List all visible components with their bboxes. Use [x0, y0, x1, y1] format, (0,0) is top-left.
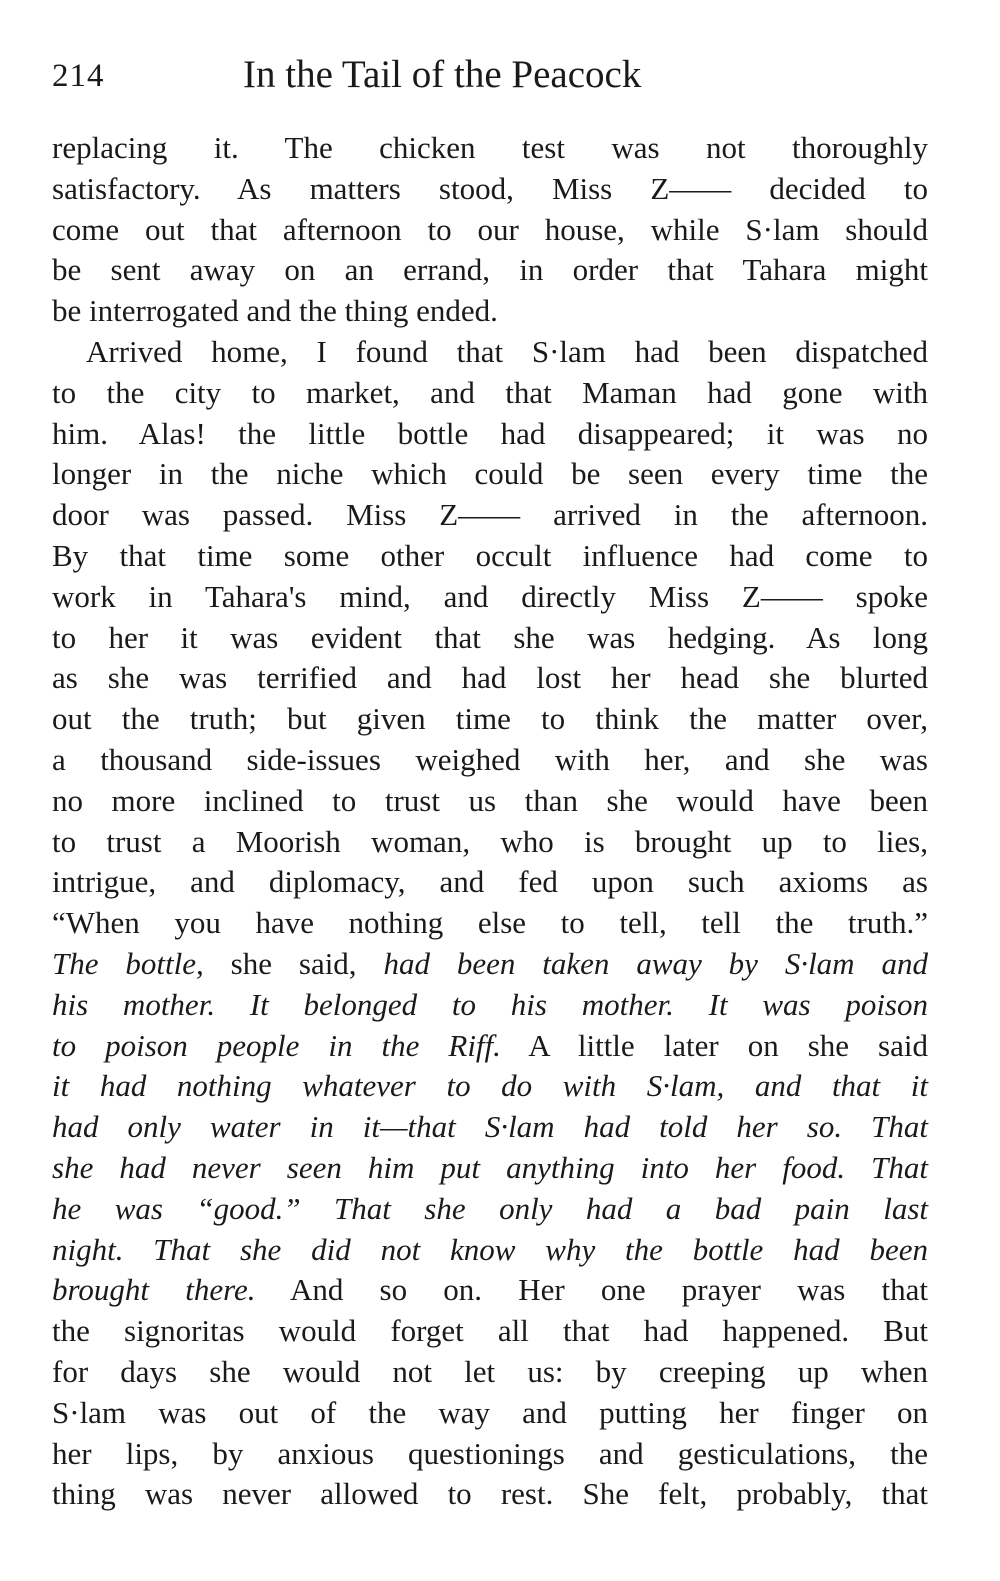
text-segment: to trust a Moorish woman, who is brought up to lies, [52, 823, 928, 859]
italic-segment: had been taken away by S·lam and [383, 945, 928, 981]
text-line [52, 1474, 928, 1515]
text-line [52, 373, 928, 414]
text-line [52, 1107, 928, 1148]
text-line [52, 454, 928, 495]
italic-segment: he was “good.” That she only had a bad pain last [52, 1190, 928, 1226]
text-line [52, 250, 928, 291]
text-segment: as she was terrified and had lost her head she blurted [52, 660, 928, 696]
text-line [52, 1352, 928, 1393]
text-line [52, 985, 928, 1026]
text-segment: longer in the niche which could be seen every time the [52, 456, 928, 492]
text-line [52, 1230, 928, 1271]
text-segment: to the city to market, and that Maman had gone with [52, 374, 928, 410]
text-line [52, 822, 928, 863]
text-line [52, 169, 928, 210]
text-segment: for days she would not let us: by creeping up when [52, 1353, 928, 1389]
text-segment: “When you have nothing else to tell, tell the truth.” [52, 905, 928, 941]
text-line [52, 210, 928, 251]
text-line [52, 1393, 928, 1434]
text-segment: the signoritas would forget all that had happened. But [52, 1313, 928, 1349]
text-line [52, 495, 928, 536]
text-segment: satisfactory. As matters stood, Miss Z—— decided to [52, 170, 928, 206]
text-line [52, 1311, 928, 1352]
text-line [52, 1434, 928, 1475]
text-segment: S·lam was out of the way and putting her finger on [52, 1394, 928, 1430]
text-segment: out the truth; but given time to think the matter over, [52, 701, 928, 737]
italic-segment: night. That she did not know why the bottle had been [52, 1231, 928, 1267]
text-line [52, 577, 928, 618]
italic-segment: to poison people in the Riff. [52, 1027, 501, 1063]
text-segment: intrigue, and diplomacy, and fed upon such axioms as [52, 864, 928, 900]
text-line [52, 903, 928, 944]
text-segment: no more inclined to trust us than she would have been [52, 782, 928, 818]
page-header [0, 52, 1000, 104]
body-text [52, 128, 928, 1515]
text-line [52, 1148, 928, 1189]
text-segment: come out that afternoon to our house, while S·lam should [52, 211, 928, 247]
text-line [52, 658, 928, 699]
text-segment: And so on. Her one prayer was that [255, 1272, 928, 1308]
text-line [52, 1270, 928, 1311]
text-segment: a thousand side-issues weighed with her, and she was [52, 741, 928, 777]
text-segment: him. Alas! the little bottle had disappeared; it was no [52, 415, 928, 451]
text-line [52, 618, 928, 659]
italic-segment: it had nothing whatever to do with S·lam, and that it [52, 1068, 928, 1104]
text-segment: be sent away on an errand, in order that Tahara might [52, 252, 928, 288]
text-segment: door was passed. Miss Z—— arrived in the afternoon. [52, 497, 928, 533]
text-line [52, 1026, 928, 1067]
italic-segment: The bottle, [52, 945, 204, 981]
text-line [52, 699, 928, 740]
italic-segment: had only water in it—that S·lam had told her so. That [52, 1109, 928, 1145]
text-segment: she said, [203, 945, 384, 981]
text-segment: By that time some other occult influence had come to [52, 537, 928, 573]
text-segment: thing was never allowed to rest. She felt, probably, that [52, 1476, 928, 1512]
text-line [52, 128, 928, 169]
text-line [52, 414, 928, 455]
italic-segment: his mother. It belonged to his mother. It was poison [52, 986, 928, 1022]
text-line [52, 1066, 928, 1107]
italic-segment: she had never seen him put anything into her food. That [52, 1149, 928, 1185]
text-segment: replacing it. The chicken test was not thoroughly [52, 130, 928, 165]
text-line [52, 781, 928, 822]
text-line [52, 740, 928, 781]
italic-segment: brought there. [52, 1272, 256, 1308]
text-segment: be interrogated and the thing ended. [52, 293, 498, 329]
text-line [52, 862, 928, 903]
text-line [52, 944, 928, 985]
text-line [52, 291, 928, 332]
text-segment: Arrived home, I found that S·lam had been dispatched [86, 333, 928, 369]
text-segment: to her it was evident that she was hedging. As long [52, 619, 928, 655]
running-title: In the Tail of the Peacock [243, 53, 642, 96]
text-segment: her lips, by anxious questionings and gesticulations, the [52, 1435, 928, 1471]
text-segment: work in Tahara's mind, and directly Miss Z—— spoke [52, 578, 928, 614]
page-number: 214 [52, 58, 105, 94]
text-segment: A little later on she said [500, 1027, 928, 1063]
text-line [52, 536, 928, 577]
text-line [52, 332, 928, 373]
text-line [52, 1189, 928, 1230]
